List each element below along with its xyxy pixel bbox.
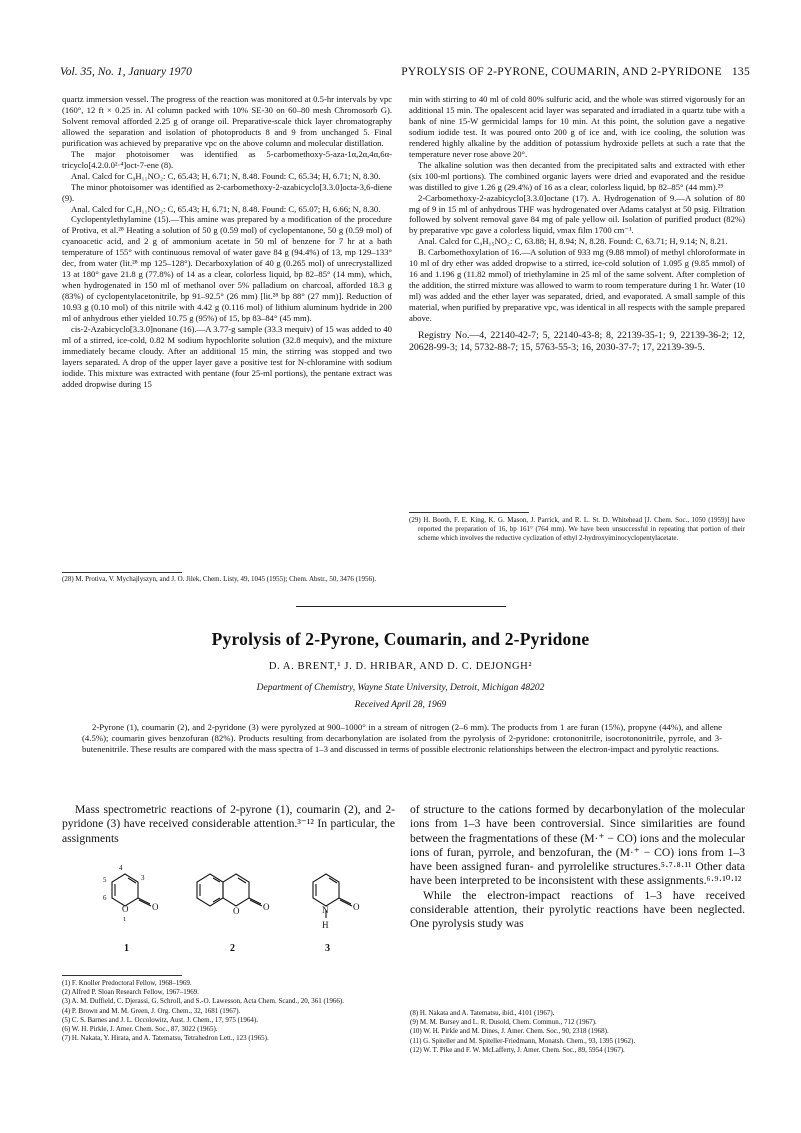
footnote: (4) P. Brown and M. M. Green, J. Org. Chem., 32, 1681 (1967). [62,1006,241,1015]
experimental-paragraph: B. Carbomethoxylation of 16.—A solution of 933 mg (9.88 mmol) of methyl chloroformate in 10 ml of dry ether was added dropwise to a stirred, ice-cold solution of 1.095 g (9.85 mmol) of 16 and 1.196 g (11.82 mmol) of triethylamine in 25 ml of the same solvent. After completion of the addition, the stirred mixture was allowed to warm to room temperature during 1 hr. Water (10 ml) was added and the ether layer was separated, dried, and evaporated. A small sample of this material, when purified by preparative vpc, was identical in all respects with the sample prepared above. [409,247,745,324]
experimental-paragraph: The major photoisomer was identified as 5-carbomethoxy-5-aza-1α,2α,4α,6α-tricyclo[4.2.0.0²·⁴]oct-7-ene (8). [62,148,392,170]
pyrone-position-label: 6 [103,894,107,902]
footnote: (9) M. M. Bursey and L. R. Dusold, Chem. Commun., 712 (1967). [410,1018,597,1027]
running-header [60,66,750,82]
structure-label: 2 [230,943,235,954]
body-right-column [410,803,745,931]
pyrone-ring-oxygen: O [122,904,129,914]
footnote-rule [62,572,182,573]
intro-paragraph: Mass spectrometric reactions of 2-pyrone (1), coumarin (2), and 2-pyridone (3) have received considerable attention.³⁻¹² In particular, the assignments [62,803,395,845]
footnote-text: (29) H. Booth, F. E. King, K. G. Mason, J. Parrick, and R. L. St. D. Whitehead [J. Chem. Soc., 1050 (1959)] have reported the preparation of 16, bp 161° (764 mm). We have been unsuccessful in repeating that portion of their scheme which involves the reductive cyclization of ethyl 2-hydroxyiminocyclopentylacetate. [409,516,745,543]
experimental-paragraph: The minor photoisomer was identified as 2-carbomethoxy-2-azabicyclo[3.3.0]octa-3,6-diene (9). [62,181,392,203]
pyridone-hydrogen: H [322,920,329,930]
chemical-structures [70,852,390,942]
footnote: (7) H. Nakata, Y. Hirata, and A. Tatematsu, Tetrahedron Lett., 123 (1965). [62,1034,269,1043]
article-separator [296,606,506,607]
footnote: (8) H. Nakata and A. Tatematsu, ibid., 4101 (1967). [410,1009,555,1017]
coumarin-carbonyl-oxygen: O [263,902,270,912]
footnote: (3) A. M. Duffield, C. Djerassi, G. Schroll, and S.-O. Lawesson, Acta Chem. Scand., 20, 361 (1966). [62,997,344,1006]
pyrone-position-label: 5 [103,876,107,884]
footnote: (5) C. S. Barnes and J. L. Occolowitz, Aust. J. Chem., 17, 975 (1964). [62,1015,258,1024]
footnote-29 [409,516,745,544]
experimental-paragraph: cis-2-Azabicyclo[3.3.0]nonane (16).—A 3.77-g sample (33.3 mequiv) of 15 was added to 40 ml of a stirred, ice-cold, 0.82 M sodium hypochlorite solution (32.8 mequiv), and the mixture immediately became cloudy. After an additional 15 min, the stirring was stopped and two layers separated. A drop of the upper layer gave a positive test for N-chloramine with sodium iodide. This mixture was extracted with pentane (four 25-ml portions), the pentane extract was added dropwise during 15 [62,324,392,389]
experimental-paragraph: min with stirring to 40 ml of cold 80% sulfuric acid, and the whole was stirred vigorously for an additional 15 min. The opalescent acid layer was separated and irradiated in a quartz tube with a bank of nine 15-W germicidal lamps for 10 min. At this point, the solution gave a negative sodium iodide test. It was poured onto 200 g of ice and, with ice cooling, the solution was rendered highly alkaline by the addition of potassium hydroxide pellets at such a rate that the temperature never rose above 20°. [409,94,745,159]
body-left-column [62,803,395,846]
pyridone-nitrogen: N [322,905,329,915]
previous-article-left-column [62,94,392,390]
footnotes-right [410,1009,745,1055]
structure-label: 3 [325,943,330,954]
journal-volume-info: Vol. 35, No. 1, January 1970 [60,66,192,78]
experimental-paragraph: quartz immersion vessel. The progress of the reaction was monitored at 0.5-hr intervals by vpc (160°, 12 ft × 0.25 in. Al column packed with 10% SE-30 on 60–80 mesh Chromosorb G). Solvent removal afforded 2.25 g of orange oil. Preparative-scale thick layer chromatography allowed the separation and isolation of photoproducts 8 and 9 from unchanged 5. Final purification was achieved by preparative vpc on the above column and molecular distillation. [62,94,392,148]
footnote: (11) G. Spiteller and M. Spiteller-Friedmann, Monatsh. Chem., 93, 1395 (1962). [410,1036,636,1045]
author-affiliation: Department of Chemistry, Wayne State University, Detroit, Michigan 48202 [256,683,545,693]
structure-labels [70,943,390,957]
previous-article-right-column [409,94,745,354]
footnote: (12) W. T. Pike and F. W. McLafferty, J. Amer. Chem. Soc., 89, 5954 (1967). [410,1045,625,1054]
experimental-paragraph: Cyclopentylethylamine (15).—This amine was prepared by a modification of the procedure of Protiva, et al.²⁸ Heating a solution of 50 g (0.59 mol) of cyclopentanone, 50 g (0.59 mol) of cyanoacetic acid, and 2 g of ammonium acetate in 50 ml of benzene for 7 hr at a bath temperature of 155° with continuous removal of water gave 84 g (94.4%) of 13, mp 129–133° dec, from water (lit.²⁸ mp 125–128°). Decarboxylation of 40 g (0.265 mol) of unrecrystallized 13 at 180° gave 21.8 g (77.8%) of 14 as a clear, colorless liquid, bp 82–85° (14 mm), which, when hydrogenated in 150 ml of methanol over 5% palladium on charcoal, afforded 18.3 g (83%) of cyclopentylacetonitrile, bp 91–92.5° (26 mm) [lit.²⁸ bp 88° (27 mm)]. Reduction of 10.93 g (0.10 mol) of this nitrile with 4.42 g (0.116 mol) of lithium aluminum hydride in 200 ml of anhydrous ether yielded 10.75 g (95%) of 15, bp 83–84° (45 mm). [62,214,392,324]
footnote-rule [409,512,529,513]
received-date: Received April 28, 1969 [354,700,447,710]
footnote: (1) F. Knoller Predoctoral Fellow, 1968–1969. [62,979,192,987]
pyrone-position-label: 4 [119,864,123,872]
structure-coumarin [197,874,270,916]
footnote-text: (28) M. Protiva, V. Mychajlyszyn, and J. O. Jilek, Chem. Listy, 49, 1045 (1955); Chem. Abstr., 50, 3476 (1956). [62,575,377,583]
footnote: (6) W. H. Pirkle, J. Amer. Chem. Soc., 87, 3022 (1965). [62,1025,218,1034]
article-authors: D. A. BRENT,¹ J. D. HRIBAR, AND D. C. DEJONGH² [268,661,533,672]
coumarin-ring-oxygen: O [233,906,240,916]
structure-2-pyridone [313,874,360,930]
footnotes-left [62,979,395,1043]
running-title-text: PYROLYSIS OF 2-PYRONE, COUMARIN, AND 2-PYRIDONE [401,66,722,78]
experimental-paragraph: The alkaline solution was then decanted from the precipitated salts and extracted with ether (six 100-ml portions). The combined organic layers were dried and evaporated and the residue was distilled to give 1.26 g (29.4%) of 16 as a clear, colorless liquid, bp 82–85° (44 mm).²⁹ [409,159,745,192]
body-paragraph: While the electron-impact reactions of 1–3 have received considerable attention, their pyrolytic reactions have been neglected. One pyrolysis study was [410,888,745,930]
footnote-rule [62,975,182,976]
analysis-paragraph: Anal. Calcd for C₉H₁₅NO₂: C, 63.88; H, 8.94; N, 8.28. Found: C, 63.71; H, 9.14; N, 8.21. [418,236,728,247]
structure-2-pyrone [103,864,159,923]
pyrone-carbonyl-oxygen: O [152,902,159,912]
pyrone-position-label: 3 [141,874,145,882]
footnote-28 [62,575,392,584]
pyridone-carbonyl-oxygen: O [353,902,360,912]
analysis-paragraph: Anal. Calcd for C₉H₁₁NO₂: C, 65.43; H, 6.71; N, 8.48. Found: C, 65.07; H, 6.66; N, 8.30. [71,203,381,214]
abstract: 2-Pyrone (1), coumarin (2), and 2-pyridone (3) were pyrolyzed at 900–1000° in a stream of nitrogen (2–6 mm). The products from 1 are furan (15%), propyne (44%), and allene (4.5%); coumarin gives benzofuran (82%). Products resulting from decarbonylation are isolated from the pyrolysis of 2-pyridone: crotononitrile, isocrotononitrile, pyrrole, and 3-butenenitrile. These results are compared with the mass spectra of 1–3 and discussed in terms of possible electronic relationships between the electron-impact and pyrolytic reactions. [82,722,722,755]
experimental-paragraph: 2-Carbomethoxy-2-azabicyclo[3.3.0]octane (17). A. Hydrogenation of 9.—A solution of 80 mg of 9 in 15 ml of anhydrous THF was hydrogenated over Adams catalyst at 50 psig. Filtration followed by solvent removal gave 84 mg of pale yellow oil. Isolation of purified product (82%) by preparative vpc gave a colorless liquid, νmax film 1700 cm⁻¹. [409,192,745,236]
registry-numbers: Registry No.—4, 22140-42-7; 5, 22140-43-8; 8, 22139-35-1; 9, 22139-36-2; 12, 20628-99-3; 14, 5732-88-7; 15, 5763-55-3; 16, 2030-37-7; 17, 22139-39-5. [409,330,745,354]
running-title [401,66,750,78]
footnote: (2) Alfred P. Sloan Research Fellow, 1967–1969. [62,988,199,997]
article-title: Pyrolysis of 2-Pyrone, Coumarin, and 2-Pyridone [211,629,590,649]
pyrone-position-label: 1 [123,916,127,923]
analysis-paragraph: Anal. Calcd for C₉H₁₁NO₂: C, 65.43; H, 6.71; N, 8.48. Found: C, 65.34; H, 6.71; N, 8.30. [71,170,381,181]
footnote: (10) W. H. Pirkle and M. Dines, J. Amer. Chem. Soc., 90, 2318 (1968). [410,1027,609,1036]
body-paragraph: of structure to the cations formed by decarbonylation of the molecular ions from 1–3 have been controversial. Since similarities are found between the fragmentations of these (M·⁺ − CO) ions and the molecular ions of furan, pyrrole, and benzofuran, the (M·⁺ − CO) ions from 1–3 have been assigned furan- and pyrrolelike structures.⁵·⁷·⁸·¹¹ Other data have been interpreted to be inconsistent with these assignments.⁶·⁹·¹⁰·¹² [410,803,745,888]
structure-label: 1 [124,943,129,954]
page-number: 135 [731,66,750,78]
